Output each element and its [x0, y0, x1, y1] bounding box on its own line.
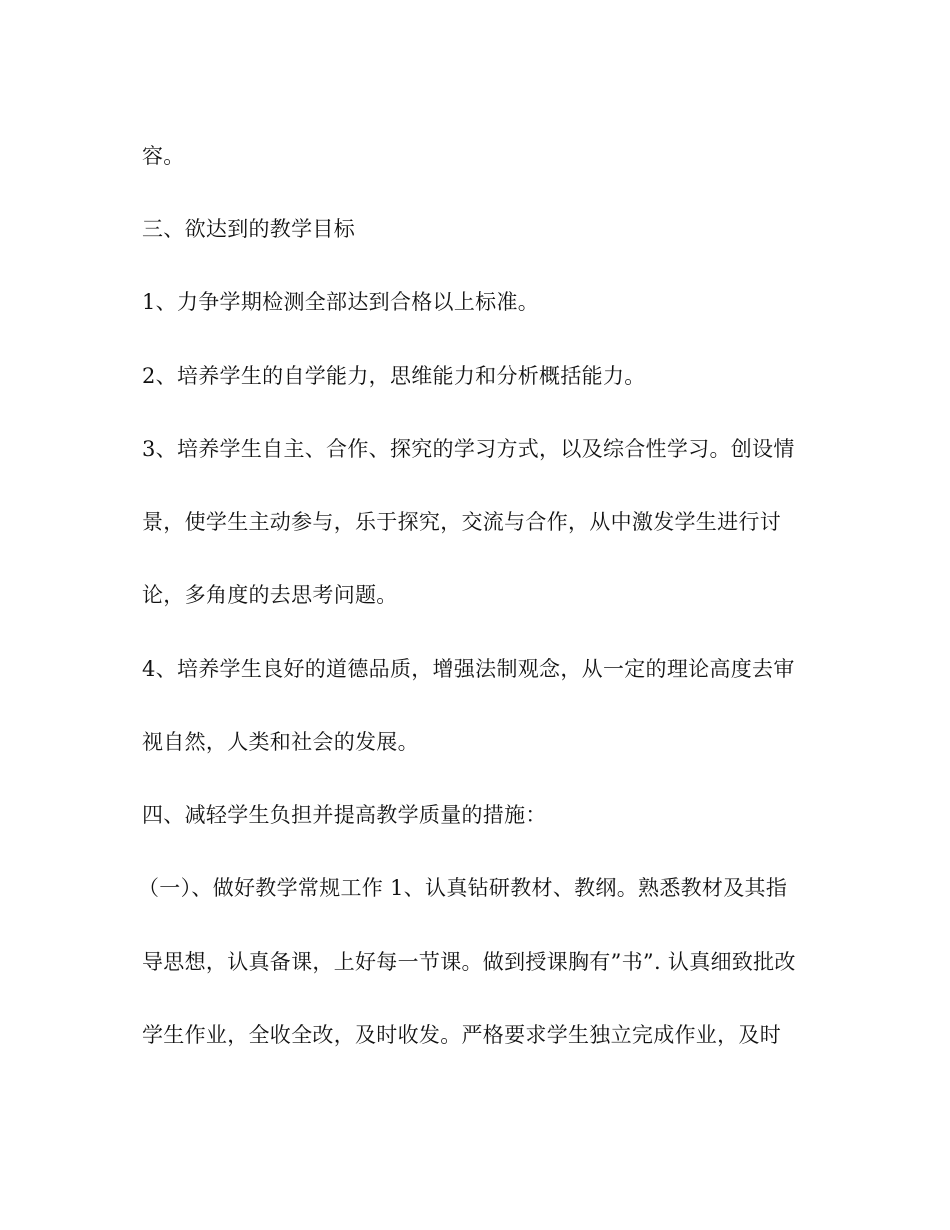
- goal-item-4-line-2: 视自然，人类和社会的发展。: [142, 730, 419, 754]
- measure-1-line-1: （一）、做好教学常规工作 1、认真钻研教材、教纲。熟悉教材及其指: [138, 876, 788, 900]
- goal-item-3-line-2: 景，使学生主动参与，乐于探究，交流与合作，从中激发学生进行讨: [142, 510, 781, 534]
- goal-item-1: 1、力争学期检测全部达到合格以上标准。: [142, 290, 540, 314]
- section-heading-3: 三、欲达到的教学目标: [142, 217, 355, 241]
- text-line-continuation: 容。: [142, 144, 185, 168]
- measure-1-line-3: 学生作业，全收全改，及时收发。严格要求学生独立完成作业，及时: [142, 1023, 781, 1047]
- section-heading-4: 四、减轻学生负担并提高教学质量的措施：: [142, 803, 547, 827]
- goal-item-4-line-1: 4、培养学生良好的道德品质，增强法制观念，从一定的理论高度去审: [142, 657, 795, 681]
- goal-item-3-line-3: 论，多角度的去思考问题。: [142, 583, 398, 607]
- measure-1-line-2: 导思想，认真备课，上好每一节课。做到授课胸有”书”. 认真细致批改: [142, 950, 796, 974]
- goal-item-3-line-1: 3、培养学生自主、合作、探究的学习方式，以及综合性学习。创设情: [142, 437, 795, 461]
- goal-item-2: 2、培养学生的自学能力，思维能力和分析概括能力。: [142, 364, 646, 388]
